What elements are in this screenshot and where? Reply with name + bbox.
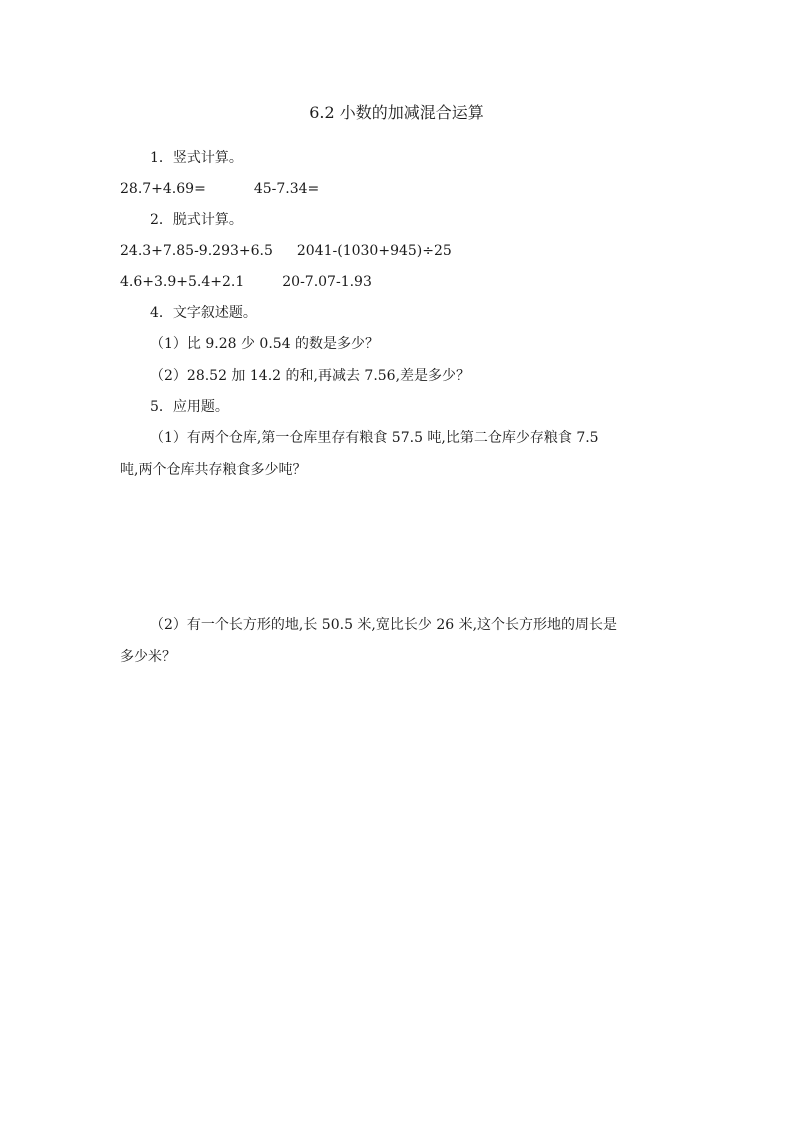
section5-heading: 5．应用题。: [150, 399, 229, 415]
section5-question-1-line-2: 吨,两个仓库共存粮食多少吨？: [120, 462, 307, 478]
section1-heading: 1．竖式计算。: [150, 150, 243, 166]
section4-question-1: （1）比 9.28 少 0.54 的数是多少？: [150, 336, 380, 352]
expr-45-minus-7-34: 45-7.34=: [253, 181, 320, 197]
expr-row2-left: 4.6+3.9+5.4+2.1: [120, 274, 245, 290]
section2-row1: [120, 241, 452, 261]
expr-row1-left: 24.3+7.85-9.293+6.5: [120, 243, 273, 259]
section4-question-2: （2）28.52 加 14.2 的和,再减去 7.56,差是多少？: [150, 368, 471, 384]
section4-heading: 4．文字叙述题。: [150, 305, 257, 321]
section2-heading: 2．脱式计算。: [150, 212, 243, 228]
section1-expressions: [120, 179, 319, 199]
expr-row2-right: 20-7.07-1.93: [282, 274, 372, 290]
expr-28-7-plus-4-69: 28.7+4.69=: [120, 181, 206, 197]
section5-question-1-line-1: （1）有两个仓库,第一仓库里存有粮食 57.5 吨,比第二仓库少存粮食 7.5: [150, 430, 599, 446]
section5-question-2-line-1: （2）有一个长方形的地,长 50.5 米,宽比长少 26 米,这个长方形地的周长是: [150, 617, 618, 633]
expr-row1-right: 2041-(1030+945)÷25: [296, 243, 452, 259]
section2-row2: [120, 272, 372, 292]
section5-question-2-line-2: 多少米？: [120, 649, 176, 665]
page-title: 6.2 小数的加减混合运算: [309, 103, 484, 122]
